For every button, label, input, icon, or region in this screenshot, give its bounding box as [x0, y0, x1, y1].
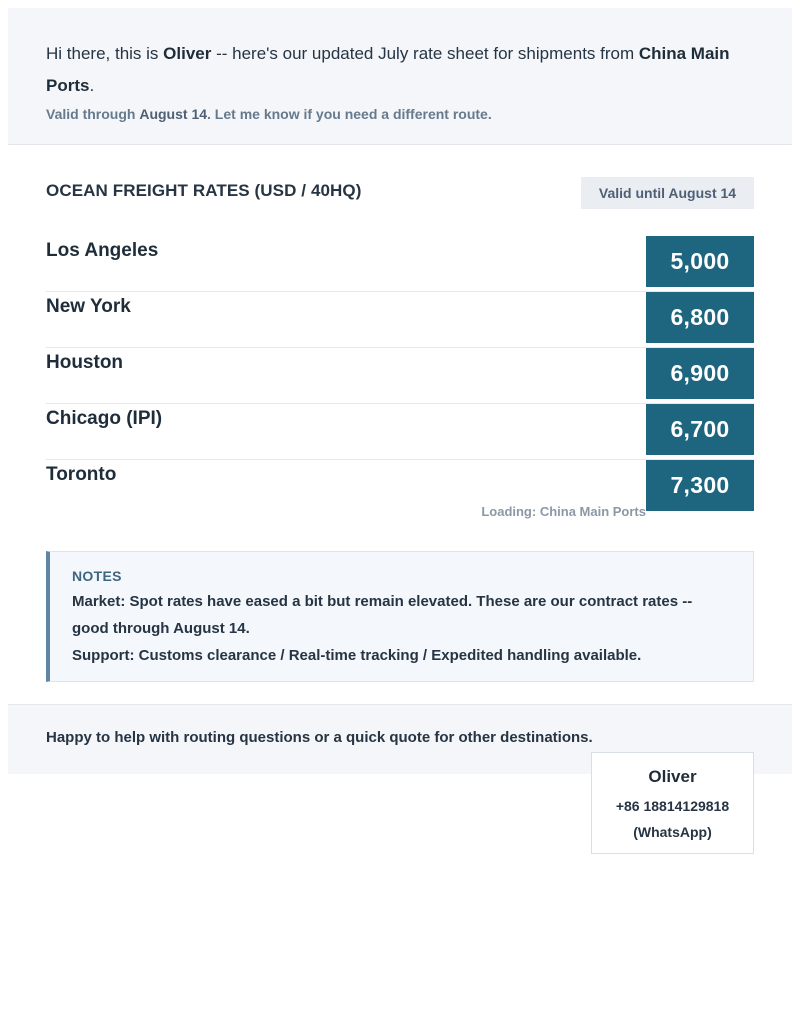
greeting-end: .: [89, 76, 95, 95]
notes-box: [46, 551, 754, 682]
valid-post: . Let me know if you need a different route.: [207, 106, 492, 122]
signature-card: [591, 752, 754, 854]
intro-section: [8, 8, 792, 145]
footer-text: Happy to help with routing questions or a quick quote for other destinations.: [46, 729, 593, 746]
rate-city: Toronto: [46, 464, 117, 485]
greeting-mid: -- here's our updated July rate sheet for shipments from: [211, 44, 639, 63]
intro-validity: [46, 106, 754, 122]
rate-city: Houston: [46, 352, 124, 373]
rate-price: 6,900: [646, 348, 754, 399]
loading-note: Loading: China Main Ports: [481, 504, 646, 519]
rate-price: 6,800: [646, 292, 754, 343]
notes-support: Support: Customs clearance / Real-time tracking / Expedited handling available.: [72, 647, 642, 664]
rate-table: [46, 236, 754, 516]
signature-phone: +86 18814129818: [615, 798, 730, 814]
valid-until-badge: Valid until August 14: [581, 177, 754, 209]
rate-row-los-angeles: [46, 236, 754, 292]
rate-city: Los Angeles: [46, 240, 159, 261]
greeting-pre: Hi there, this is: [46, 44, 164, 63]
notes-title: NOTES: [72, 568, 122, 584]
rate-city: Chicago (IPI): [46, 408, 163, 429]
rate-row-chicago: [46, 404, 754, 460]
rate-city: New York: [46, 296, 131, 317]
origin-ports: China Main Ports: [46, 44, 730, 95]
signature-name: Oliver: [648, 767, 697, 786]
valid-date: August 14: [139, 106, 208, 122]
rate-price: 5,000: [646, 236, 754, 287]
rate-price: 6,700: [646, 404, 754, 455]
sender-name: Oliver: [163, 44, 212, 63]
rate-row-new-york: [46, 292, 754, 348]
signature-whatsapp: (WhatsApp): [633, 824, 712, 840]
valid-pre: Valid through: [46, 106, 140, 122]
rate-row-houston: [46, 348, 754, 404]
rates-title: OCEAN FREIGHT RATES (USD / 40HQ): [46, 181, 362, 200]
rate-price: 7,300: [646, 460, 754, 511]
intro-greeting: [46, 38, 754, 102]
notes-market: Market: Spot rates have eased a bit but remain elevated. These are our contract rates -- good through August 14.: [72, 593, 693, 637]
